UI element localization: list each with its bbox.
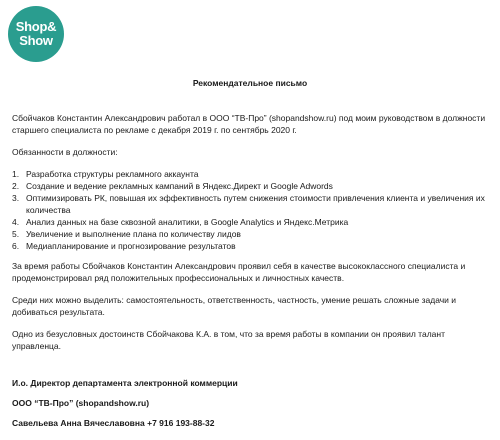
list-item: 3. Оптимизировать РК, повышая их эффективность путем снижения стоимости привлечения клиента и увеличения их количества xyxy=(12,193,485,215)
signer-position: И.о. Директор департамента электронной коммерции xyxy=(12,378,238,388)
signer-company: ООО “ТВ-Про” (shopandshow.ru) xyxy=(12,398,150,408)
shop-and-show-logo xyxy=(8,6,64,62)
document-title: Рекомендательное письмо xyxy=(192,78,308,88)
logo-line-1: Shop& xyxy=(15,19,57,34)
intro-paragraph: Сбойчаков Константин Александрович работал в ООО “ТВ-Про” (shopandshow.ru) под моим руководством в должности старшего специалиста по рекламе с декабря 2019 г. по сентябрь 2020 г. xyxy=(12,113,486,135)
list-item: 1. Разработка структуры рекламного аккаунта xyxy=(12,169,199,179)
quality-paragraph: За время работы Сбойчаков Константин Александрович проявил себя в качестве высококлассного специалиста и продемонстрировал ряд положительных профессиональных и личностных качеств. xyxy=(12,261,466,283)
list-item: 5. Увеличение и выполнение плана по количеству лидов xyxy=(12,229,241,239)
traits-paragraph: Среди них можно выделить: самостоятельность, ответственность, частность, умение решать сложные задачи и добиваться результата. xyxy=(12,295,457,317)
letter-body xyxy=(12,112,492,362)
signer-contact: Савельева Анна Вячеславовна +7 916 193-88-32 xyxy=(12,418,215,428)
duties-heading: Обязанности в должности: xyxy=(12,147,118,157)
list-item: 2. Создание и ведение рекламных кампаний в Яндекс.Директ и Google Adwords xyxy=(12,181,333,191)
duties-list xyxy=(12,168,492,252)
list-item: 4. Анализ данных на базе сквозной аналитики, в Google Analytics и Яндекс.Метрика xyxy=(12,217,349,227)
logo-line-2: Show xyxy=(19,33,53,48)
list-item: 6. Медиапланирование и прогнозирование результатов xyxy=(12,241,236,251)
talent-paragraph: Одно из безусловных достоинств Сбойчакова К.А. в том, что за время работы в компании он проявил талант управленца. xyxy=(12,329,445,351)
